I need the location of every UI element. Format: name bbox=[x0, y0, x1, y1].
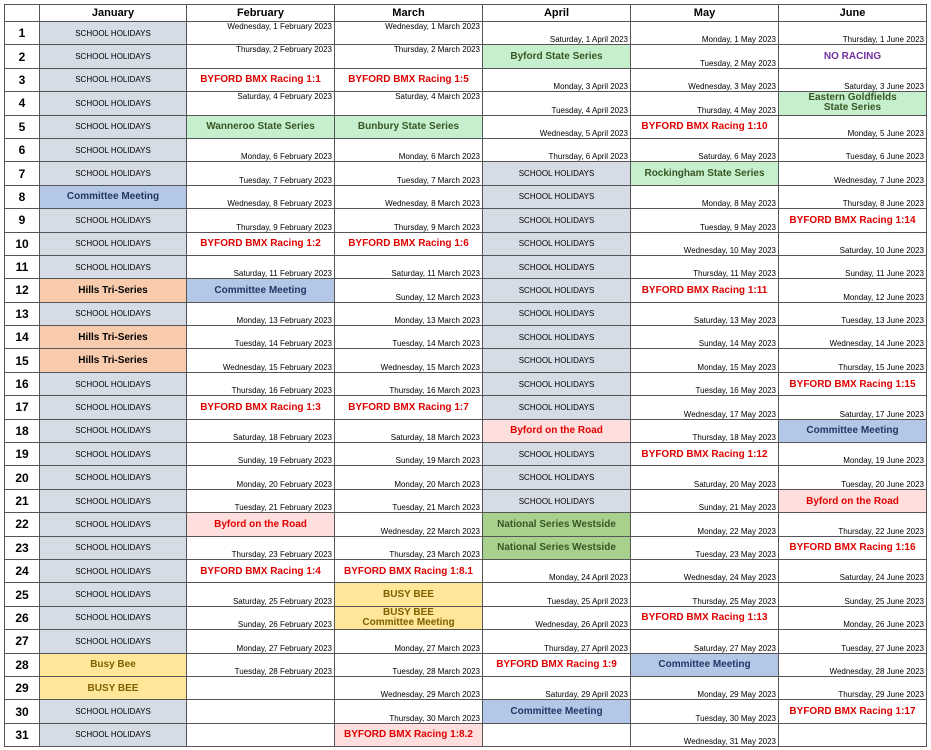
date-cell-february: Thursday, 2 February 2023 bbox=[187, 45, 335, 68]
event-cell-january: Busy Bee bbox=[40, 653, 187, 676]
table-row bbox=[5, 302, 927, 325]
header-february: February bbox=[187, 5, 335, 22]
header-march: March bbox=[335, 5, 483, 22]
date-cell-march: Monday, 20 March 2023 bbox=[335, 466, 483, 489]
date-cell-may: Thursday, 11 May 2023 bbox=[631, 255, 779, 278]
event-cell-january: SCHOOL HOLIDAYS bbox=[40, 92, 187, 115]
date-cell-february: Tuesday, 28 February 2023 bbox=[187, 653, 335, 676]
event-cell-january: SCHOOL HOLIDAYS bbox=[40, 232, 187, 255]
calendar-table bbox=[4, 4, 927, 747]
table-row bbox=[5, 396, 927, 419]
event-cell-january: SCHOOL HOLIDAYS bbox=[40, 255, 187, 278]
day-number: 10 bbox=[5, 232, 40, 255]
event-cell-may: Committee Meeting bbox=[631, 653, 779, 676]
event-cell-january: SCHOOL HOLIDAYS bbox=[40, 489, 187, 512]
date-cell-may: Sunday, 21 May 2023 bbox=[631, 489, 779, 512]
event-cell-january: SCHOOL HOLIDAYS bbox=[40, 583, 187, 606]
event-cell-march: BYFORD BMX Racing 1:7 bbox=[335, 396, 483, 419]
date-cell-march: Wednesday, 8 March 2023 bbox=[335, 185, 483, 208]
day-number: 4 bbox=[5, 92, 40, 115]
event-cell-april: SCHOOL HOLIDAYS bbox=[483, 302, 631, 325]
event-cell-january: SCHOOL HOLIDAYS bbox=[40, 419, 187, 442]
event-cell-january: SCHOOL HOLIDAYS bbox=[40, 68, 187, 91]
day-number: 23 bbox=[5, 536, 40, 559]
day-number: 13 bbox=[5, 302, 40, 325]
table-row bbox=[5, 513, 927, 536]
event-cell-january: SCHOOL HOLIDAYS bbox=[40, 302, 187, 325]
day-number: 14 bbox=[5, 326, 40, 349]
date-cell-may: Tuesday, 9 May 2023 bbox=[631, 209, 779, 232]
date-cell-february: Thursday, 9 February 2023 bbox=[187, 209, 335, 232]
table-row bbox=[5, 209, 927, 232]
day-number: 25 bbox=[5, 583, 40, 606]
date-cell-june: Monday, 12 June 2023 bbox=[779, 279, 927, 302]
day-number: 5 bbox=[5, 115, 40, 138]
date-cell-may: Saturday, 20 May 2023 bbox=[631, 466, 779, 489]
event-cell-january: SCHOOL HOLIDAYS bbox=[40, 138, 187, 161]
date-cell-june: Thursday, 15 June 2023 bbox=[779, 349, 927, 372]
event-cell-january: Hills Tri-Series bbox=[40, 349, 187, 372]
event-cell-may: BYFORD BMX Racing 1:10 bbox=[631, 115, 779, 138]
date-cell-june: Wednesday, 28 June 2023 bbox=[779, 653, 927, 676]
date-cell-may: Thursday, 4 May 2023 bbox=[631, 92, 779, 115]
day-number: 2 bbox=[5, 45, 40, 68]
table-row bbox=[5, 185, 927, 208]
date-cell-april: Wednesday, 5 April 2023 bbox=[483, 115, 631, 138]
table-row bbox=[5, 349, 927, 372]
header-day-column bbox=[5, 5, 40, 22]
day-number: 24 bbox=[5, 559, 40, 582]
event-cell-june: BYFORD BMX Racing 1:15 bbox=[779, 372, 927, 395]
date-cell-february: Saturday, 18 February 2023 bbox=[187, 419, 335, 442]
header-may: May bbox=[631, 5, 779, 22]
day-number: 28 bbox=[5, 653, 40, 676]
date-cell-june: Thursday, 1 June 2023 bbox=[779, 22, 927, 45]
day-number: 20 bbox=[5, 466, 40, 489]
day-number: 22 bbox=[5, 513, 40, 536]
date-cell-may: Tuesday, 23 May 2023 bbox=[631, 536, 779, 559]
date-cell-may: Wednesday, 17 May 2023 bbox=[631, 396, 779, 419]
calendar-body bbox=[5, 22, 927, 747]
event-cell-june: BYFORD BMX Racing 1:16 bbox=[779, 536, 927, 559]
table-row bbox=[5, 279, 927, 302]
date-cell-april: Monday, 24 April 2023 bbox=[483, 559, 631, 582]
event-cell-january: SCHOOL HOLIDAYS bbox=[40, 372, 187, 395]
date-cell-february: Thursday, 16 February 2023 bbox=[187, 372, 335, 395]
date-cell-may: Wednesday, 10 May 2023 bbox=[631, 232, 779, 255]
date-cell-february: Tuesday, 14 February 2023 bbox=[187, 326, 335, 349]
event-cell-january: Committee Meeting bbox=[40, 185, 187, 208]
table-row bbox=[5, 676, 927, 699]
date-cell-may: Monday, 22 May 2023 bbox=[631, 513, 779, 536]
event-cell-january: SCHOOL HOLIDAYS bbox=[40, 443, 187, 466]
date-cell-june: Monday, 26 June 2023 bbox=[779, 606, 927, 629]
date-cell-june: Thursday, 22 June 2023 bbox=[779, 513, 927, 536]
date-cell-june: Thursday, 8 June 2023 bbox=[779, 185, 927, 208]
date-cell-february: Saturday, 11 February 2023 bbox=[187, 255, 335, 278]
event-cell-january: SCHOOL HOLIDAYS bbox=[40, 536, 187, 559]
event-cell-march: BYFORD BMX Racing 1:8.1 bbox=[335, 559, 483, 582]
date-cell-may: Thursday, 18 May 2023 bbox=[631, 419, 779, 442]
table-row bbox=[5, 45, 927, 68]
date-cell-march: Tuesday, 14 March 2023 bbox=[335, 326, 483, 349]
table-row bbox=[5, 630, 927, 653]
day-number: 7 bbox=[5, 162, 40, 185]
day-number: 21 bbox=[5, 489, 40, 512]
table-row bbox=[5, 326, 927, 349]
event-cell-january: SCHOOL HOLIDAYS bbox=[40, 466, 187, 489]
table-row bbox=[5, 466, 927, 489]
date-cell-march: Sunday, 12 March 2023 bbox=[335, 279, 483, 302]
table-row bbox=[5, 138, 927, 161]
table-row bbox=[5, 723, 927, 746]
date-cell-june: Sunday, 25 June 2023 bbox=[779, 583, 927, 606]
date-cell-february: Thursday, 23 February 2023 bbox=[187, 536, 335, 559]
event-cell-february: Wanneroo State Series bbox=[187, 115, 335, 138]
day-number: 26 bbox=[5, 606, 40, 629]
date-cell-june: Tuesday, 13 June 2023 bbox=[779, 302, 927, 325]
event-cell-january: SCHOOL HOLIDAYS bbox=[40, 209, 187, 232]
date-cell-march: Thursday, 30 March 2023 bbox=[335, 700, 483, 723]
event-cell-june: Eastern Goldfields State Series bbox=[779, 92, 927, 115]
event-cell-april: Byford State Series bbox=[483, 45, 631, 68]
event-cell-february: Byford on the Road bbox=[187, 513, 335, 536]
header-row bbox=[5, 5, 927, 22]
date-cell-may: Wednesday, 24 May 2023 bbox=[631, 559, 779, 582]
event-cell-may: Rockingham State Series bbox=[631, 162, 779, 185]
event-cell-april: SCHOOL HOLIDAYS bbox=[483, 349, 631, 372]
header-january: January bbox=[40, 5, 187, 22]
empty-cell-june bbox=[779, 723, 927, 746]
event-cell-february: BYFORD BMX Racing 1:4 bbox=[187, 559, 335, 582]
date-cell-march: Wednesday, 1 March 2023 bbox=[335, 22, 483, 45]
date-cell-may: Thursday, 25 May 2023 bbox=[631, 583, 779, 606]
date-cell-march: Saturday, 11 March 2023 bbox=[335, 255, 483, 278]
day-number: 30 bbox=[5, 700, 40, 723]
table-row bbox=[5, 372, 927, 395]
date-cell-may: Saturday, 27 May 2023 bbox=[631, 630, 779, 653]
event-cell-june: BYFORD BMX Racing 1:14 bbox=[779, 209, 927, 232]
event-cell-january: Hills Tri-Series bbox=[40, 279, 187, 302]
event-cell-april: SCHOOL HOLIDAYS bbox=[483, 372, 631, 395]
date-cell-june: Monday, 5 June 2023 bbox=[779, 115, 927, 138]
date-cell-february: Saturday, 25 February 2023 bbox=[187, 583, 335, 606]
date-cell-june: Saturday, 3 June 2023 bbox=[779, 68, 927, 91]
event-cell-april: SCHOOL HOLIDAYS bbox=[483, 489, 631, 512]
event-cell-january: BUSY BEE bbox=[40, 676, 187, 699]
date-cell-may: Monday, 8 May 2023 bbox=[631, 185, 779, 208]
day-number: 3 bbox=[5, 68, 40, 91]
date-cell-march: Wednesday, 29 March 2023 bbox=[335, 676, 483, 699]
date-cell-may: Wednesday, 3 May 2023 bbox=[631, 68, 779, 91]
date-cell-march: Tuesday, 21 March 2023 bbox=[335, 489, 483, 512]
date-cell-june: Tuesday, 6 June 2023 bbox=[779, 138, 927, 161]
date-cell-june: Tuesday, 27 June 2023 bbox=[779, 630, 927, 653]
date-cell-february: Sunday, 19 February 2023 bbox=[187, 443, 335, 466]
date-cell-april: Saturday, 1 April 2023 bbox=[483, 22, 631, 45]
event-cell-april: SCHOOL HOLIDAYS bbox=[483, 255, 631, 278]
date-cell-february: Tuesday, 21 February 2023 bbox=[187, 489, 335, 512]
table-row bbox=[5, 559, 927, 582]
empty-cell-february bbox=[187, 700, 335, 723]
date-cell-march: Saturday, 18 March 2023 bbox=[335, 419, 483, 442]
day-number: 15 bbox=[5, 349, 40, 372]
event-cell-april: SCHOOL HOLIDAYS bbox=[483, 162, 631, 185]
event-cell-february: BYFORD BMX Racing 1:3 bbox=[187, 396, 335, 419]
event-cell-march: Bunbury State Series bbox=[335, 115, 483, 138]
header-june: June bbox=[779, 5, 927, 22]
date-cell-march: Thursday, 16 March 2023 bbox=[335, 372, 483, 395]
date-cell-june: Sunday, 11 June 2023 bbox=[779, 255, 927, 278]
date-cell-march: Thursday, 2 March 2023 bbox=[335, 45, 483, 68]
event-cell-march: BUSY BEE bbox=[335, 583, 483, 606]
date-cell-june: Wednesday, 7 June 2023 bbox=[779, 162, 927, 185]
event-cell-january: Hills Tri-Series bbox=[40, 326, 187, 349]
date-cell-march: Wednesday, 22 March 2023 bbox=[335, 513, 483, 536]
event-cell-january: SCHOOL HOLIDAYS bbox=[40, 22, 187, 45]
date-cell-february: Wednesday, 8 February 2023 bbox=[187, 185, 335, 208]
date-cell-may: Wednesday, 31 May 2023 bbox=[631, 723, 779, 746]
day-number: 8 bbox=[5, 185, 40, 208]
table-row bbox=[5, 92, 927, 115]
event-cell-june: BYFORD BMX Racing 1:17 bbox=[779, 700, 927, 723]
date-cell-may: Tuesday, 16 May 2023 bbox=[631, 372, 779, 395]
event-cell-april: SCHOOL HOLIDAYS bbox=[483, 326, 631, 349]
date-cell-february: Saturday, 4 February 2023 bbox=[187, 92, 335, 115]
date-cell-april: Saturday, 29 April 2023 bbox=[483, 676, 631, 699]
event-cell-january: SCHOOL HOLIDAYS bbox=[40, 513, 187, 536]
event-cell-march: BYFORD BMX Racing 1:5 bbox=[335, 68, 483, 91]
table-row bbox=[5, 536, 927, 559]
event-cell-april: SCHOOL HOLIDAYS bbox=[483, 443, 631, 466]
table-row bbox=[5, 162, 927, 185]
day-number: 9 bbox=[5, 209, 40, 232]
table-row bbox=[5, 443, 927, 466]
date-cell-may: Saturday, 6 May 2023 bbox=[631, 138, 779, 161]
event-cell-april: National Series Westside bbox=[483, 536, 631, 559]
date-cell-february: Monday, 27 February 2023 bbox=[187, 630, 335, 653]
table-row bbox=[5, 700, 927, 723]
day-number: 6 bbox=[5, 138, 40, 161]
event-cell-april: BYFORD BMX Racing 1:9 bbox=[483, 653, 631, 676]
date-cell-june: Saturday, 17 June 2023 bbox=[779, 396, 927, 419]
date-cell-february: Tuesday, 7 February 2023 bbox=[187, 162, 335, 185]
date-cell-february: Monday, 6 February 2023 bbox=[187, 138, 335, 161]
date-cell-may: Saturday, 13 May 2023 bbox=[631, 302, 779, 325]
date-cell-march: Thursday, 23 March 2023 bbox=[335, 536, 483, 559]
event-cell-april: SCHOOL HOLIDAYS bbox=[483, 232, 631, 255]
event-cell-january: SCHOOL HOLIDAYS bbox=[40, 559, 187, 582]
date-cell-march: Tuesday, 28 March 2023 bbox=[335, 653, 483, 676]
date-cell-may: Tuesday, 30 May 2023 bbox=[631, 700, 779, 723]
date-cell-march: Wednesday, 15 March 2023 bbox=[335, 349, 483, 372]
date-cell-march: Monday, 27 March 2023 bbox=[335, 630, 483, 653]
date-cell-june: Thursday, 29 June 2023 bbox=[779, 676, 927, 699]
event-cell-march: BYFORD BMX Racing 1:6 bbox=[335, 232, 483, 255]
event-cell-april: Committee Meeting bbox=[483, 700, 631, 723]
event-cell-april: SCHOOL HOLIDAYS bbox=[483, 209, 631, 232]
event-cell-april: Byford on the Road bbox=[483, 419, 631, 442]
date-cell-april: Thursday, 6 April 2023 bbox=[483, 138, 631, 161]
day-number: 29 bbox=[5, 676, 40, 699]
date-cell-march: Thursday, 9 March 2023 bbox=[335, 209, 483, 232]
date-cell-may: Sunday, 14 May 2023 bbox=[631, 326, 779, 349]
date-cell-march: Monday, 6 March 2023 bbox=[335, 138, 483, 161]
empty-cell-february bbox=[187, 676, 335, 699]
table-row bbox=[5, 606, 927, 629]
date-cell-march: Tuesday, 7 March 2023 bbox=[335, 162, 483, 185]
event-cell-may: BYFORD BMX Racing 1:13 bbox=[631, 606, 779, 629]
event-cell-may: BYFORD BMX Racing 1:11 bbox=[631, 279, 779, 302]
table-row bbox=[5, 653, 927, 676]
event-cell-march: BYFORD BMX Racing 1:8.2 bbox=[335, 723, 483, 746]
date-cell-march: Monday, 13 March 2023 bbox=[335, 302, 483, 325]
event-cell-january: SCHOOL HOLIDAYS bbox=[40, 162, 187, 185]
event-cell-april: National Series Westside bbox=[483, 513, 631, 536]
date-cell-june: Saturday, 24 June 2023 bbox=[779, 559, 927, 582]
table-row bbox=[5, 232, 927, 255]
event-cell-january: SCHOOL HOLIDAYS bbox=[40, 606, 187, 629]
table-row bbox=[5, 419, 927, 442]
date-cell-march: Sunday, 19 March 2023 bbox=[335, 443, 483, 466]
date-cell-may: Monday, 29 May 2023 bbox=[631, 676, 779, 699]
table-row bbox=[5, 583, 927, 606]
day-number: 27 bbox=[5, 630, 40, 653]
event-cell-june: Byford on the Road bbox=[779, 489, 927, 512]
date-cell-april: Monday, 3 April 2023 bbox=[483, 68, 631, 91]
event-cell-january: SCHOOL HOLIDAYS bbox=[40, 700, 187, 723]
date-cell-june: Wednesday, 14 June 2023 bbox=[779, 326, 927, 349]
day-number: 18 bbox=[5, 419, 40, 442]
event-cell-january: SCHOOL HOLIDAYS bbox=[40, 630, 187, 653]
event-cell-february: Committee Meeting bbox=[187, 279, 335, 302]
event-cell-april: SCHOOL HOLIDAYS bbox=[483, 396, 631, 419]
table-row bbox=[5, 115, 927, 138]
event-cell-march: BUSY BEE Committee Meeting bbox=[335, 606, 483, 629]
date-cell-may: Tuesday, 2 May 2023 bbox=[631, 45, 779, 68]
event-cell-april: SCHOOL HOLIDAYS bbox=[483, 466, 631, 489]
table-row bbox=[5, 22, 927, 45]
date-cell-april: Tuesday, 4 April 2023 bbox=[483, 92, 631, 115]
event-cell-january: SCHOOL HOLIDAYS bbox=[40, 45, 187, 68]
date-cell-june: Saturday, 10 June 2023 bbox=[779, 232, 927, 255]
event-cell-january: SCHOOL HOLIDAYS bbox=[40, 115, 187, 138]
event-cell-april: SCHOOL HOLIDAYS bbox=[483, 185, 631, 208]
header-april: April bbox=[483, 5, 631, 22]
event-cell-february: BYFORD BMX Racing 1:1 bbox=[187, 68, 335, 91]
event-cell-january: SCHOOL HOLIDAYS bbox=[40, 396, 187, 419]
day-number: 12 bbox=[5, 279, 40, 302]
day-number: 19 bbox=[5, 443, 40, 466]
day-number: 1 bbox=[5, 22, 40, 45]
date-cell-february: Wednesday, 1 February 2023 bbox=[187, 22, 335, 45]
date-cell-may: Monday, 15 May 2023 bbox=[631, 349, 779, 372]
day-number: 17 bbox=[5, 396, 40, 419]
day-number: 11 bbox=[5, 255, 40, 278]
date-cell-february: Wednesday, 15 February 2023 bbox=[187, 349, 335, 372]
event-cell-may: BYFORD BMX Racing 1:12 bbox=[631, 443, 779, 466]
day-number: 16 bbox=[5, 372, 40, 395]
date-cell-february: Monday, 13 February 2023 bbox=[187, 302, 335, 325]
event-cell-june: Committee Meeting bbox=[779, 419, 927, 442]
event-cell-june: NO RACING bbox=[779, 45, 927, 68]
date-cell-may: Monday, 1 May 2023 bbox=[631, 22, 779, 45]
table-row bbox=[5, 68, 927, 91]
date-cell-february: Monday, 20 February 2023 bbox=[187, 466, 335, 489]
date-cell-april: Thursday, 27 April 2023 bbox=[483, 630, 631, 653]
event-cell-april: SCHOOL HOLIDAYS bbox=[483, 279, 631, 302]
table-row bbox=[5, 255, 927, 278]
event-cell-february: BYFORD BMX Racing 1:2 bbox=[187, 232, 335, 255]
empty-cell-april bbox=[483, 723, 631, 746]
date-cell-april: Tuesday, 25 April 2023 bbox=[483, 583, 631, 606]
date-cell-february: Sunday, 26 February 2023 bbox=[187, 606, 335, 629]
table-row bbox=[5, 489, 927, 512]
day-number: 31 bbox=[5, 723, 40, 746]
empty-cell-february bbox=[187, 723, 335, 746]
date-cell-june: Tuesday, 20 June 2023 bbox=[779, 466, 927, 489]
date-cell-april: Wednesday, 26 April 2023 bbox=[483, 606, 631, 629]
date-cell-march: Saturday, 4 March 2023 bbox=[335, 92, 483, 115]
date-cell-june: Monday, 19 June 2023 bbox=[779, 443, 927, 466]
event-cell-january: SCHOOL HOLIDAYS bbox=[40, 723, 187, 746]
